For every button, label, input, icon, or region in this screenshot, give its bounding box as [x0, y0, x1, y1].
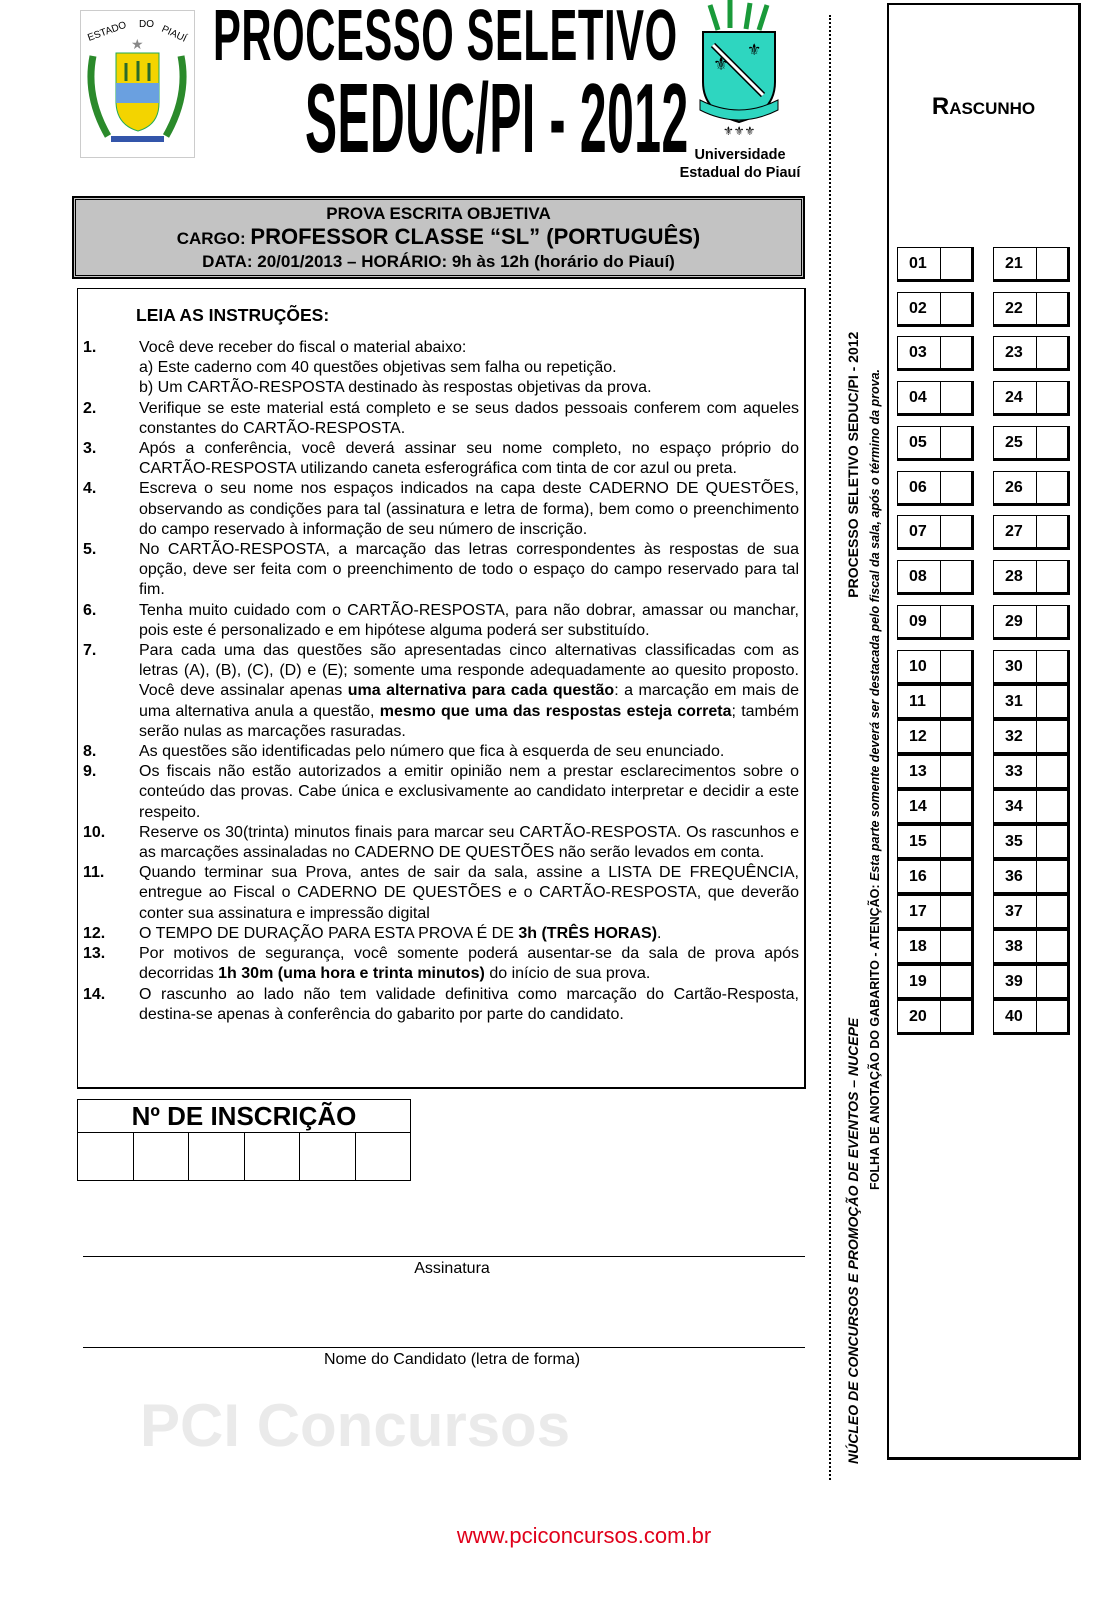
instruction-text: [139, 601, 799, 641]
answer-cell[interactable]: [941, 293, 971, 324]
question-number: 33: [994, 756, 1037, 787]
instruction-segment: Após a conferência, você deverá assinar seu nome completo, no espaço próprio do CARTÃO-RESPOSTA utilizando caneta esferográfica com tinta de cor azul ou preta.: [139, 440, 799, 478]
rascunho-title: Rascunho: [931, 93, 1036, 120]
instructions-list: [83, 338, 799, 1025]
instruction-text: [139, 338, 799, 399]
instruction-number: 1.: [83, 339, 97, 356]
instruction-number: 9.: [83, 763, 97, 781]
signature-label: Assinatura: [414, 1260, 490, 1277]
question-number: 24: [994, 382, 1037, 413]
university-name-line-1: Universidade: [694, 147, 786, 163]
rascunho-answer-box: [993, 860, 1070, 895]
inscription-digit-cell[interactable]: [300, 1133, 356, 1181]
university-crest-logo: [695, 0, 783, 140]
instruction-item: [83, 863, 799, 924]
answer-cell[interactable]: [941, 791, 971, 822]
answer-cell[interactable]: [1037, 931, 1067, 962]
instruction-text: [139, 944, 799, 984]
question-number: 37: [994, 896, 1037, 927]
question-number: 27: [994, 516, 1037, 547]
svg-text:★: ★: [131, 36, 144, 52]
instruction-item: [83, 439, 799, 479]
inscription-digit-cell[interactable]: [245, 1133, 301, 1181]
instruction-segment: .: [657, 924, 662, 942]
svg-text:⚜: ⚜: [713, 54, 730, 74]
question-number: 01: [898, 248, 941, 279]
svg-text:DO: DO: [139, 19, 154, 30]
title-line-2: SEDUC/PI - 2012: [305, 63, 689, 173]
exam-type: PROVA ESCRITA OBJETIVA: [326, 204, 551, 223]
side-text-nucepe-label: NÚCLEO DE CONCURSOS E PROMOÇÃO DE EVENTOS – NUCEPE: [845, 1017, 861, 1464]
rascunho-answer-box: [897, 381, 974, 416]
question-number: 22: [994, 293, 1037, 324]
answer-cell[interactable]: [941, 427, 971, 458]
question-number: 15: [898, 826, 941, 857]
answer-cell[interactable]: [941, 337, 971, 368]
answer-cell[interactable]: [1037, 651, 1067, 682]
question-number: 30: [994, 651, 1037, 682]
answer-cell[interactable]: [1037, 756, 1067, 787]
instruction-number: 7.: [83, 642, 97, 660]
answer-cell[interactable]: [941, 606, 971, 637]
answer-cell[interactable]: [1037, 966, 1067, 997]
instruction-item: [83, 944, 799, 984]
answer-cell[interactable]: [941, 382, 971, 413]
watermark: PCI Concursos: [140, 1392, 571, 1459]
instruction-text: [139, 863, 799, 924]
instruction-emphasis: 1h 30m (uma hora e trinta minutos): [218, 965, 485, 983]
instruction-segment: Escreva o seu nome nos espaços indicados na capa deste CADERNO DE QUESTÕES, observando as condições para tal (assinatura e letra de forma), bem como o preenchimento do campo reservado à informação de seu número de inscrição.: [139, 480, 799, 538]
exam-date: DATA: 20/01/2013 – HORÁRIO: 9h às 12h (horário do Piauí): [202, 252, 675, 271]
rascunho-answer-box: [897, 650, 974, 685]
instruction-segment: Você deve receber do fiscal o material abaixo:: [139, 339, 467, 356]
question-number: 39: [994, 966, 1037, 997]
answer-cell[interactable]: [1037, 293, 1067, 324]
rascunho-answer-box: [993, 471, 1070, 506]
instruction-item: [83, 823, 799, 863]
rascunho-answer-box: [993, 247, 1070, 282]
instruction-number: 14.: [83, 985, 106, 1003]
answer-cell[interactable]: [1037, 382, 1067, 413]
cargo-label: CARGO:: [176, 229, 251, 248]
rascunho-answer-box: [897, 895, 974, 930]
answer-cell[interactable]: [941, 966, 971, 997]
question-number: 40: [994, 1001, 1037, 1032]
instruction-text: [139, 742, 799, 762]
instructions-title: LEIA AS INSTRUÇÕES:: [136, 305, 330, 325]
rascunho-answer-box: [897, 755, 974, 790]
rascunho-answer-box: [897, 860, 974, 895]
instruction-item: [83, 985, 799, 1025]
answer-cell[interactable]: [1037, 561, 1067, 592]
university-name-line-2: Estadual do Piauí: [679, 165, 801, 181]
rascunho-answer-box: [993, 755, 1070, 790]
answer-cell[interactable]: [1037, 248, 1067, 279]
inscription-title: Nº DE INSCRIÇÃO: [78, 1100, 410, 1133]
instruction-number: 3.: [83, 440, 97, 458]
question-number: 35: [994, 826, 1037, 857]
question-number: 06: [898, 472, 941, 503]
answer-cell[interactable]: [941, 826, 971, 857]
rascunho-answer-box: [897, 560, 974, 595]
instruction-text: [139, 762, 799, 823]
question-number: 04: [898, 382, 941, 413]
instruction-text: [139, 479, 799, 540]
instruction-emphasis: 3h (TRÊS HORAS): [518, 924, 658, 942]
rascunho-answer-box: [897, 685, 974, 720]
instruction-number: 11.: [83, 864, 105, 882]
rascunho-answer-box: [897, 471, 974, 506]
rascunho-answer-box: [897, 930, 974, 965]
instruction-segment: Quando terminar sua Prova, antes de sair da sala, assine a LISTA DE FREQUÊNCIA, entregue ao Fiscal o CADERNO DE QUESTÕES e o CARTÃO-RESPOSTA, que deverão conter sua assinatura e impressão digital: [139, 864, 799, 922]
rascunho-answer-box: [993, 720, 1070, 755]
instruction-number: 4.: [83, 480, 97, 498]
rascunho-answer-box: [993, 1000, 1070, 1035]
instruction-emphasis: mesmo que uma das respostas esteja correta: [379, 702, 732, 720]
instruction-emphasis: uma alternativa para cada questão: [347, 682, 615, 700]
exam-cargo: [76, 224, 801, 251]
inscription-digit-cell[interactable]: [134, 1133, 190, 1181]
question-number: 38: [994, 931, 1037, 962]
answer-cell[interactable]: [1037, 861, 1067, 892]
rascunho-answer-box: [993, 895, 1070, 930]
rascunho-answer-box: [897, 790, 974, 825]
instruction-item: [83, 479, 799, 540]
answer-cell[interactable]: [1037, 472, 1067, 503]
rascunho-answer-box: [897, 515, 974, 550]
rascunho-answer-sheet: [887, 3, 1081, 1460]
svg-text:PIAUÍ: PIAUÍ: [159, 23, 189, 45]
instruction-segment: : a marcação em mais de uma alternativa anula a questão,: [139, 682, 800, 720]
university-name: [674, 146, 806, 182]
answer-cell[interactable]: [941, 756, 971, 787]
footer-url[interactable]: www.pciconcursos.com.br: [456, 1523, 712, 1548]
rascunho-answer-box: [897, 426, 974, 461]
instruction-segment: a) Este caderno com 40 questões objetivas sem falha ou repetição.: [139, 359, 617, 377]
instruction-text: [139, 439, 799, 479]
rascunho-answer-box: [897, 292, 974, 327]
question-number: 07: [898, 516, 941, 547]
instruction-segment: Por motivos de segurança, você somente poderá ausentar-se da sala de prova após decorridas: [139, 945, 799, 983]
question-number: 19: [898, 966, 941, 997]
answer-cell[interactable]: [941, 651, 971, 682]
question-number: 34: [994, 791, 1037, 822]
question-number: 02: [898, 293, 941, 324]
rascunho-answer-box: [993, 605, 1070, 640]
answer-cell[interactable]: [1037, 427, 1067, 458]
rascunho-answer-box: [897, 825, 974, 860]
cut-line-divider: [829, 15, 831, 1480]
question-number: 13: [898, 756, 941, 787]
instruction-item: [83, 601, 799, 641]
question-number: 36: [994, 861, 1037, 892]
question-number: 08: [898, 561, 941, 592]
answer-cell[interactable]: [941, 686, 971, 717]
answer-cell[interactable]: [1037, 791, 1067, 822]
instruction-segment: Tenha muito cuidado com o CARTÃO-RESPOSTA, para não dobrar, amassar ou manchar, pois este é personalizado e em hipótese alguma poderá ser substituído.: [139, 601, 799, 639]
question-number: 25: [994, 427, 1037, 458]
question-number: 12: [898, 721, 941, 752]
instruction-segment: ; também serão nulas as marcações rasuradas.: [139, 702, 799, 740]
rascunho-answer-box: [993, 515, 1070, 550]
rascunho-answer-box: [993, 336, 1070, 371]
instruction-segment: do início de sua prova.: [484, 965, 651, 983]
side-text-gabarito: [868, 369, 883, 1190]
instruction-item: [83, 924, 799, 944]
answer-cell[interactable]: [941, 931, 971, 962]
svg-text:⚜: ⚜: [747, 42, 762, 59]
answer-cell[interactable]: [941, 516, 971, 547]
rascunho-answer-box: [897, 965, 974, 1000]
instruction-segment: O TEMPO DE DURAÇÃO PARA ESTA PROVA É DE: [139, 924, 519, 942]
instructions-box: [77, 288, 806, 1089]
rascunho-answer-box: [993, 790, 1070, 825]
instruction-segment: Para cada uma das questões são apresentadas cinco alternativas classificadas com as letras (A), (B), (C), (D) e (E); somente uma responde adequadamente ao quesito proposto. Você deve assinalar apenas: [139, 642, 799, 700]
side-text-nucepe: [845, 332, 861, 1464]
instruction-number: 13.: [83, 945, 106, 963]
question-number: 09: [898, 606, 941, 637]
instruction-number: 5.: [83, 541, 97, 559]
instruction-segment: b) Um CARTÃO-RESPOSTA destinado às respostas objetivas da prova.: [139, 379, 652, 397]
instruction-text: [139, 641, 799, 742]
instruction-text: [139, 985, 799, 1025]
inscription-number-box: [77, 1099, 411, 1181]
rascunho-answer-box: [993, 292, 1070, 327]
instruction-segment: O rascunho ao lado não tem validade definitiva como marcação do Cartão-Resposta, destina-se apenas à conferência do gabarito por parte do candidato.: [139, 985, 799, 1023]
instruction-text: [139, 924, 799, 944]
instruction-text: [139, 540, 799, 601]
question-number: 05: [898, 427, 941, 458]
answer-cell[interactable]: [941, 561, 971, 592]
question-number: 23: [994, 337, 1037, 368]
answer-cell[interactable]: [941, 472, 971, 503]
svg-text:ESTADO: ESTADO: [86, 19, 128, 44]
answer-cell[interactable]: [1037, 686, 1067, 717]
answer-cell[interactable]: [1037, 721, 1067, 752]
rascunho-answer-box: [993, 426, 1070, 461]
rascunho-answer-box: [993, 965, 1070, 1000]
question-number: 21: [994, 248, 1037, 279]
question-number: 10: [898, 651, 941, 682]
question-number: 29: [994, 606, 1037, 637]
answer-cell[interactable]: [1037, 896, 1067, 927]
side-text-warning: Esta parte somente deverá ser destacada pelo fiscal da sala, após o término da prova.: [868, 368, 882, 881]
instruction-text: [139, 823, 799, 863]
instruction-segment: Reserve os 30(trinta) minutos finais para marcar seu CARTÃO-RESPOSTA. Os rascunhos e as marcações assinaladas no CADERNO DE QUESTÕES não serão levados em conta.: [139, 823, 799, 862]
instruction-item: [83, 540, 799, 601]
instruction-item: [83, 399, 799, 439]
answer-cell[interactable]: [941, 861, 971, 892]
question-number: 17: [898, 896, 941, 927]
question-number: 32: [994, 721, 1037, 752]
instruction-number: 6.: [83, 601, 97, 619]
answer-cell[interactable]: [1037, 606, 1067, 637]
instruction-number: 12.: [83, 924, 106, 942]
instruction-item: [83, 338, 799, 399]
instruction-segment: No CARTÃO-RESPOSTA, a marcação das letras correspondentes às respostas de sua opção, deve ser feita com o preenchimento de todo o espaço do campo reservado para tal fim.: [139, 541, 799, 599]
instruction-segment: Os fiscais não estão autorizados a emitir opinião nem a prestar esclarecimentos sobre o conteúdo das provas. Cabe única e exclusivamente ao candidato interpretar e decidir a este respeito.: [139, 763, 799, 821]
side-text-process: PROCESSO SELETIVO SEDUC/PI - 2012: [845, 331, 861, 598]
rascunho-answer-box: [897, 720, 974, 755]
cargo-value: PROFESSOR CLASSE “SL” (PORTUGUÊS): [250, 224, 701, 249]
answer-cell[interactable]: [1037, 826, 1067, 857]
rascunho-answer-box: [897, 247, 974, 282]
question-number: 11: [898, 686, 941, 717]
instruction-number: 8.: [83, 743, 97, 761]
exam-info-box: [73, 197, 804, 278]
question-number: 16: [898, 861, 941, 892]
question-number: 28: [994, 561, 1037, 592]
rascunho-answer-box: [897, 1000, 974, 1035]
title-line-1: PROCESSO SELETIVO: [213, 0, 678, 76]
side-text-gabarito-label: FOLHA DE ANOTAÇÃO DO GABARITO - ATENÇÃO:: [868, 880, 882, 1190]
candidate-name-label: Nome do Candidato (letra de forma): [323, 1351, 581, 1368]
rascunho-answer-box: [993, 930, 1070, 965]
state-coat-of-arms-logo: [80, 10, 195, 158]
question-number: 18: [898, 931, 941, 962]
instruction-segment: As questões são identificadas pelo número que fica à esquerda de seu enunciado.: [139, 743, 725, 761]
svg-text:⚜⚜⚜: ⚜⚜⚜: [723, 124, 756, 138]
rascunho-answer-box: [993, 381, 1070, 416]
instruction-segment: Verifique se este material está completo e se seus dados pessoais conferem com aqueles constantes do CARTÃO-RESPOSTA.: [139, 399, 799, 437]
question-number: 26: [994, 472, 1037, 503]
instruction-number: 2.: [83, 399, 97, 417]
rascunho-answer-box: [897, 605, 974, 640]
inscription-digit-cell[interactable]: [189, 1133, 245, 1181]
instruction-item: [83, 641, 799, 742]
inscription-digit-cell[interactable]: [356, 1133, 411, 1181]
answer-cell[interactable]: [1037, 337, 1067, 368]
question-number: 14: [898, 791, 941, 822]
answer-cell[interactable]: [1037, 1001, 1067, 1032]
question-number: 31: [994, 686, 1037, 717]
candidate-name-line[interactable]: [83, 1347, 805, 1348]
answer-cell[interactable]: [1037, 516, 1067, 547]
question-number: 20: [898, 1001, 941, 1032]
signature-line[interactable]: [83, 1256, 805, 1257]
rascunho-answer-box: [993, 560, 1070, 595]
answer-cell[interactable]: [941, 896, 971, 927]
instruction-number: 10.: [83, 823, 106, 841]
instruction-text: [139, 399, 799, 439]
inscription-digit-cell[interactable]: [78, 1133, 134, 1181]
instruction-item: [83, 742, 799, 762]
instruction-item: [83, 762, 799, 823]
answer-cell[interactable]: [941, 1001, 971, 1032]
rascunho-answer-box: [993, 825, 1070, 860]
answer-cell[interactable]: [941, 248, 971, 279]
rascunho-answer-box: [897, 336, 974, 371]
rascunho-answer-box: [993, 650, 1070, 685]
answer-cell[interactable]: [941, 721, 971, 752]
rascunho-answer-box: [993, 685, 1070, 720]
question-number: 03: [898, 337, 941, 368]
